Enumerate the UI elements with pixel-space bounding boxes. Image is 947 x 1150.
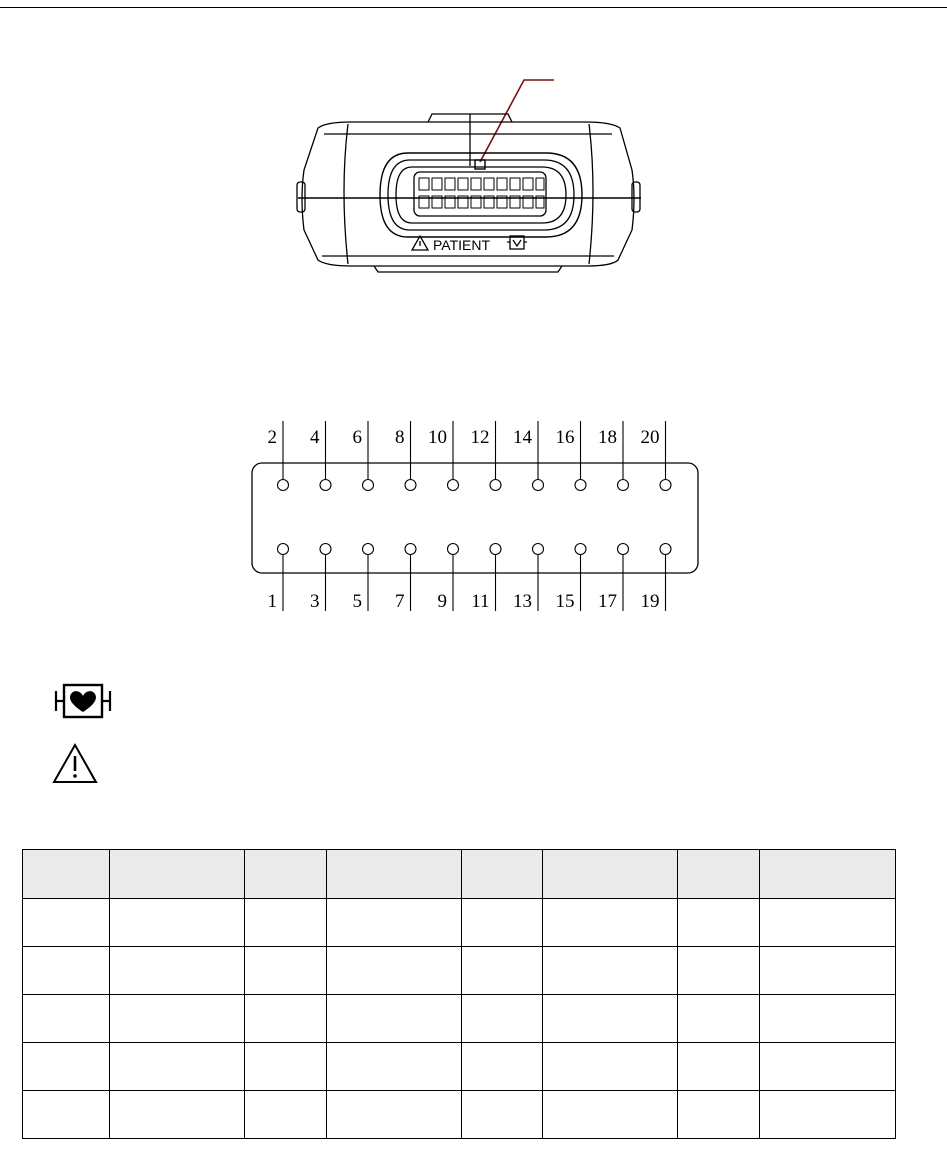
table-cell — [109, 1043, 244, 1091]
pin-hole — [405, 544, 416, 555]
table-cell — [244, 1043, 326, 1091]
table-cell — [759, 1091, 895, 1139]
table-cell — [109, 899, 244, 947]
pin-hole — [618, 480, 629, 491]
pin-hole — [575, 544, 586, 555]
pin-hole — [533, 480, 544, 491]
pin-hole — [660, 544, 671, 555]
pin-hole — [363, 480, 374, 491]
table-cell — [23, 1043, 110, 1091]
pin-number-label: 19 — [640, 591, 660, 612]
pin-number-label: 18 — [598, 427, 617, 448]
warning-triangle-icon — [52, 742, 98, 784]
table-cell — [759, 899, 895, 947]
pin-hole — [278, 544, 289, 555]
pin-hole — [490, 480, 501, 491]
header-cell — [23, 850, 110, 899]
table-cell — [543, 899, 678, 947]
connector-outline — [252, 463, 698, 573]
defibrillation-proof-cf-heart-icon — [52, 683, 114, 719]
patient-label: PATIENT — [433, 237, 491, 253]
table-cell — [543, 1091, 678, 1139]
pin-number-label: 20 — [640, 427, 660, 448]
table-cell — [678, 1043, 760, 1091]
table-row — [23, 1043, 896, 1091]
table-cell — [244, 899, 326, 947]
page-top-rule — [0, 7, 947, 8]
pin-number-label: 15 — [555, 591, 575, 612]
pin-number-label: 6 — [352, 427, 362, 448]
table-cell — [244, 947, 326, 995]
table-cell — [23, 1091, 110, 1139]
pin-hole — [405, 480, 416, 491]
table-cell — [23, 995, 110, 1043]
table-cell — [759, 995, 895, 1043]
table-cell — [461, 1091, 543, 1139]
pin-number-label: 16 — [555, 427, 575, 448]
table-cell — [326, 1043, 461, 1091]
table-row — [23, 899, 896, 947]
table-cell — [543, 995, 678, 1043]
pin-number-label: 5 — [352, 591, 362, 612]
table-row — [23, 1091, 896, 1139]
header-cell — [543, 850, 678, 899]
table-row — [23, 995, 896, 1043]
pin-hole — [533, 544, 544, 555]
pin-hole — [320, 544, 331, 555]
pin-hole — [448, 544, 459, 555]
table-cell — [759, 1043, 895, 1091]
pin-number-label: 10 — [428, 427, 447, 448]
table-cell — [109, 947, 244, 995]
pin-hole — [575, 480, 586, 491]
table-cell — [678, 1091, 760, 1139]
header-cell — [759, 850, 895, 899]
table-header-row — [23, 850, 896, 899]
header-cell — [678, 850, 760, 899]
pin-number-label: 3 — [310, 591, 320, 612]
table-cell — [461, 1043, 543, 1091]
header-cell — [109, 850, 244, 899]
table-cell — [678, 899, 760, 947]
table-cell — [23, 947, 110, 995]
pin-number-label: 1 — [267, 591, 277, 612]
pin-number-label: 17 — [598, 591, 617, 612]
table-cell — [109, 1091, 244, 1139]
table-cell — [543, 1043, 678, 1091]
pin-number-label: 13 — [513, 591, 532, 612]
table-cell — [244, 995, 326, 1043]
table-cell — [326, 899, 461, 947]
table-cell — [326, 1091, 461, 1139]
table-cell — [543, 947, 678, 995]
table-cell — [326, 995, 461, 1043]
pin-number-label: 8 — [395, 427, 405, 448]
pin-hole — [660, 480, 671, 491]
pin-hole — [278, 480, 289, 491]
pin-number-label: 9 — [437, 591, 447, 612]
pin-assignment-table — [22, 849, 896, 1139]
pin-hole — [618, 544, 629, 555]
table-cell — [678, 947, 760, 995]
pin-number-label: 7 — [395, 591, 405, 612]
pin-hole — [490, 544, 501, 555]
header-cell — [461, 850, 543, 899]
table-cell — [678, 995, 760, 1043]
pin-hole — [448, 480, 459, 491]
pin-number-label: 11 — [471, 591, 490, 612]
table-cell — [326, 947, 461, 995]
table-cell — [109, 995, 244, 1043]
pin-hole — [320, 480, 331, 491]
pin-numbering-diagram — [240, 415, 710, 620]
patient-connector-illustration — [296, 70, 641, 275]
table-cell — [461, 899, 543, 947]
pin-number-label: 2 — [267, 427, 277, 448]
pin-number-label: 12 — [470, 427, 490, 448]
table-cell — [759, 947, 895, 995]
table-cell — [461, 947, 543, 995]
table-row — [23, 947, 896, 995]
table-cell — [461, 995, 543, 1043]
table-cell — [23, 899, 110, 947]
header-cell — [326, 850, 461, 899]
header-cell — [244, 850, 326, 899]
table-cell — [244, 1091, 326, 1139]
pin-number-label: 14 — [513, 427, 532, 448]
pin-hole — [363, 544, 374, 555]
pin-number-label: 4 — [310, 427, 320, 448]
